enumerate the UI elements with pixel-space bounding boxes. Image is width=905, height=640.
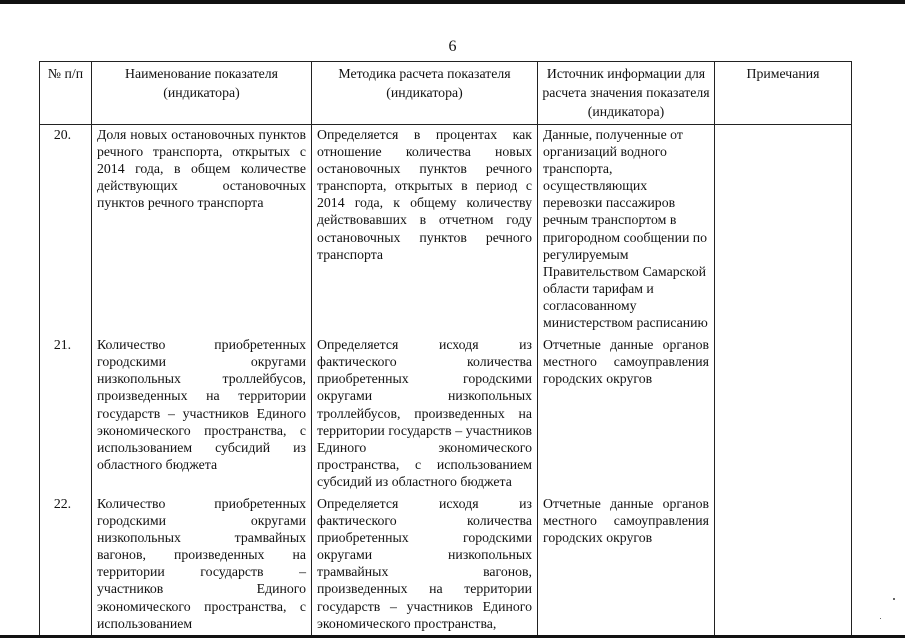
notes-cell xyxy=(715,335,852,494)
row-number: 20. xyxy=(40,125,92,336)
row-number: 22. xyxy=(40,494,92,636)
indicator-name: Количество приобретенных городскими округами низкопольных троллейбусов, произведенных на территории государств – участников Единого экономического пространства, с использованием субсидий из областного бюджета xyxy=(92,335,312,494)
header-indicator-name: Наименование показателя (индикатора) xyxy=(92,62,312,125)
calculation-method: Определяется исходя из фактического количества приобретенных городскими округами низкопольных трамвайных вагонов, произведенных на территории государств – участников Единого экономического пространства, xyxy=(312,494,538,636)
indicator-name: Доля новых остановочных пунктов речного транспорта, открытых с 2014 года, в общем количестве действующих остановочных пунктов речного транспорта xyxy=(92,125,312,336)
table-row xyxy=(40,125,852,336)
information-source: Отчетные данные органов местного самоуправления городских округов xyxy=(538,335,715,494)
table-header-row xyxy=(40,62,852,125)
indicator-table xyxy=(39,61,852,636)
information-source: Отчетные данные органов местного самоуправления городских округов xyxy=(538,494,715,636)
table-row xyxy=(40,494,852,636)
header-number: № п/п xyxy=(40,62,92,125)
table-row xyxy=(40,335,852,494)
scan-speck xyxy=(880,618,881,619)
notes-cell xyxy=(715,125,852,336)
header-information-source: Источник информации для расчета значения показателя (индикатора) xyxy=(538,62,715,125)
calculation-method: Определяется исходя из фактического количества приобретенных городскими округами низкопольных троллейбусов, произведенных на территории государств – участников Единого экономического пространства, с использованием субсидий из областного бюджета xyxy=(312,335,538,494)
information-source: Данные, полученные от организаций водного транспорта, осуществляющих перевозки пассажиров речным транспортом в пригородном сообщении по регулируемым Правительством Самарской области тарифам и согласованному министерством расписанию xyxy=(538,125,715,336)
header-calculation-method: Методика расчета показателя (индикатора) xyxy=(312,62,538,125)
notes-cell xyxy=(715,494,852,636)
indicator-name: Количество приобретенных городскими округами низкопольных трамвайных вагонов, произведенных на территории государств – участников Единого экономического пространства, с использованием xyxy=(92,494,312,636)
page-number: 6 xyxy=(448,38,457,55)
header-notes: Примечания xyxy=(715,62,852,125)
calculation-method: Определяется в процентах как отношение количества новых остановочных пунктов речного транспорта, открытых в период с 2014 года, к общему количеству действовавших в отчетном году остановочных пунктов речного транспорта xyxy=(312,125,538,336)
scan-speck xyxy=(893,598,895,600)
scan-bottom-edge xyxy=(0,635,905,638)
scan-top-edge xyxy=(0,0,905,4)
row-number: 21. xyxy=(40,335,92,494)
